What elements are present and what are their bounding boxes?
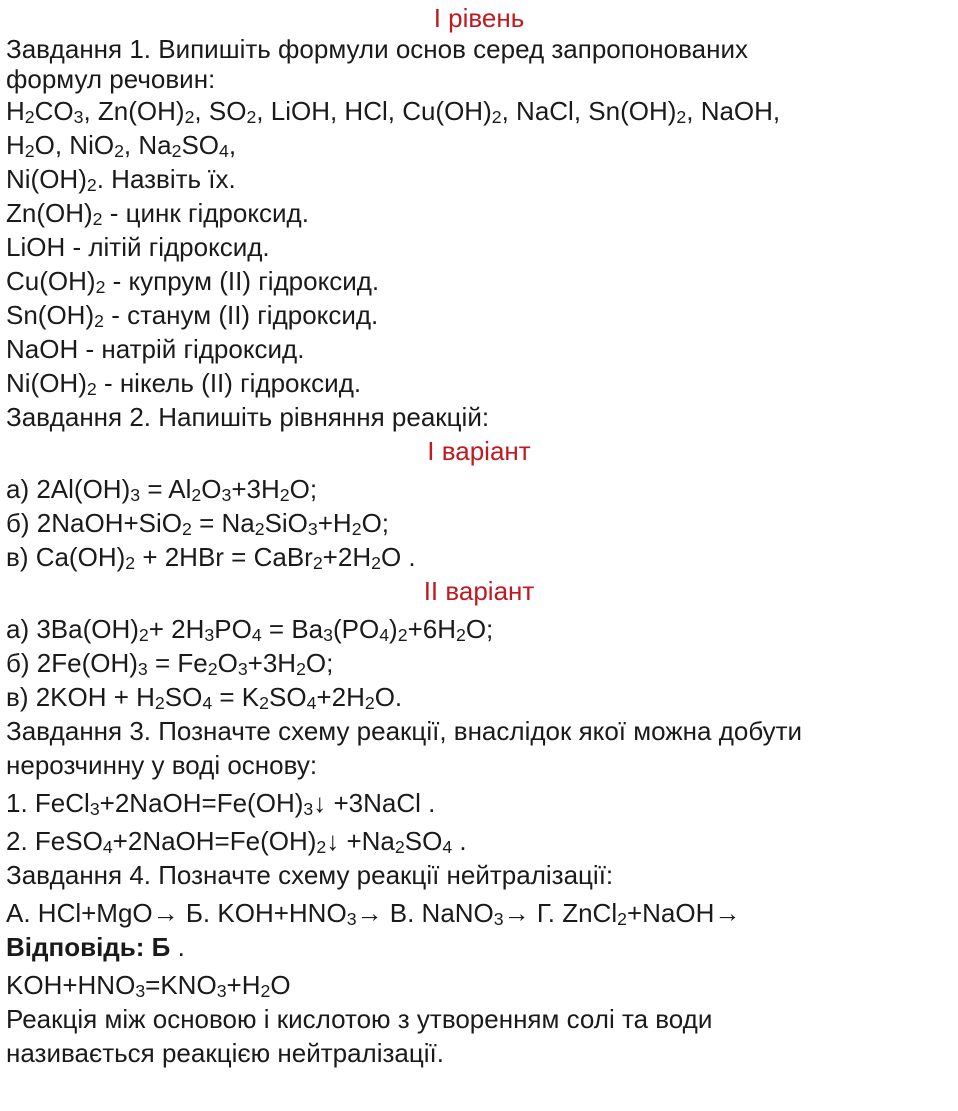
task1-answer-6: $Ni(OH)_2$ - нікель (ІІ) гідроксид. [6,368,362,400]
subscript: 2 [24,107,35,128]
subscript: 2 [171,141,182,162]
subscript: 2 [397,625,408,646]
subscript: 2 [491,107,502,128]
subscript: 2 [125,553,136,574]
subscript: 2 [138,625,149,646]
subscript: 4 [442,837,453,858]
subscript: 2 [455,625,466,646]
subscript: 3 [303,799,314,820]
level-title: І рівень [433,3,525,33]
answer-label: Відповідь: Б [6,932,171,962]
task1-title: Завдання 1. Випишіть формули основ серед запропонованих [6,34,748,64]
task2-title: Завдання 2. Напишіть рівняння реакцій: [6,402,490,432]
subscript: 4 [306,693,317,714]
task1-formulas-line3: $Ni(OH)_2$. Назвіть їх. [6,164,236,196]
subscript: 3 [204,625,215,646]
subscript: 3 [221,485,232,506]
subscript: 2 [254,519,265,540]
task4-conclusion-1: Реакція між основою і кислотою з утворенням солі та води [6,1004,713,1034]
task1-answer-3: $Cu(OH)_2$ - купрум (ІІ) гідроксид. [6,266,380,298]
subscript: 2 [94,311,104,332]
subscript: 2 [617,909,627,930]
task1-title-cont: формул речовин: [6,64,216,94]
subscript: 2 [184,107,195,128]
subscript: 3 [493,909,504,930]
subscript: 3 [216,981,227,1002]
subscript: 2 [95,277,106,298]
task1-formulas-line1: $H_2CO_3$, $Zn(OH)_2$, $SO_2$, LiOH, HCl, $Cu(OH)_2$, NaCl, $Sn(OH)_2$, NaOH, [6,96,781,128]
document-page [0,2,958,1111]
subscript: 2 [86,175,97,196]
subscript: 4 [102,837,113,858]
subscript: 2 [24,141,35,162]
variant2-equation-c: в) $2KOH + H_2SO_4 = K_2SO_4+2H_2O$. [6,682,403,714]
subscript: 4 [219,141,229,162]
subscript: 2 [394,837,405,858]
subscript: 4 [251,625,262,646]
task4-conclusion-2: називається реакцією нейтралізації. [6,1038,445,1068]
task3-title: Завдання 3. Позначте схему реакції, внаслідок якої можна добути [6,716,803,746]
subscript: 3 [346,909,357,930]
variant1-equation-b: б) 2NaOH+SiO$_2$ = $Na_2SiO_3+H_2O$; [6,508,390,540]
subscript: 2 [191,485,202,506]
task3-title-cont: нерозчинну у воді основу: [6,750,318,780]
subscript: 4 [379,625,390,646]
subscript: 2 [86,379,97,400]
subscript: 2 [364,693,375,714]
subscript: 2 [351,519,362,540]
task4-options: А. HCl+MgO→ Б. $KOH+HNO_3\to В$. NaNO$_3$→ Г. ZnCl$_2$+NaOH→ [6,898,741,930]
subscript: 2 [312,553,323,574]
variant1-title: І варіант [427,436,531,466]
task4-title: Завдання 4. Позначте схему реакції нейтралізації: [6,860,614,890]
variant2-title: ІІ варіант [423,576,535,606]
subscript: 3 [89,799,100,820]
subscript: 2 [259,693,269,714]
subscript: 2 [154,693,165,714]
subscript: 3 [73,107,84,128]
subscript: 2 [182,519,192,540]
subscript: 3 [130,485,141,506]
subscript: 2 [316,837,327,858]
subscript: 3 [323,625,333,646]
variant2-equation-a: а) $3Ba(OH)_2+ 2H_3PO_4 = Ba_3(PO_4)_2+6H_2O$; [6,614,494,646]
subscript: 4 [202,693,213,714]
subscript: 2 [114,141,124,162]
subscript: 2 [92,209,103,230]
task4-answer [6,930,952,964]
subscript: 2 [246,107,257,128]
subscript: 3 [237,659,248,680]
task1-answer-4: $Sn(OH)_2$ - станум (ІІ) гідроксид. [6,300,379,332]
subscript: 2 [296,659,306,680]
variant1-equation-c: в) $Ca(OH)_2 + 2HBr$ = $CaBr_2+2H_2O$ . [6,542,416,574]
task1-answer-2: LiOH - літій гідроксид. [6,232,270,262]
answer-suffix: . [170,932,185,962]
task1-answer-1: $Zn(OH)_2$ - цинк гідроксид. [6,198,309,230]
subscript: 2 [279,485,290,506]
subscript: 3 [137,659,148,680]
variant2-equation-b: б) $2Fe(OH)_3 = Fe_2O_3+3H_2O$; [6,648,334,680]
variant1-equation-a: а) $2Al(OH)_3 = Al_2O_3+3H_2O$; [6,474,318,506]
task3-option-2: 2. $FeSO_4+2NaOH=Fe(OH)_2↓ +Na_2SO_4$ . [6,826,467,858]
subscript: 2 [207,659,218,680]
subscript: 2 [260,981,271,1002]
subscript: 3 [135,981,146,1002]
task4-equation: $KOH+HNO_3=KNO_3+H_2O$ [6,970,291,1002]
task1-formulas-line2: $H_2O$, NiO$_2$, $Na_2SO_4$, [6,130,237,162]
subscript: 2 [371,553,381,574]
subscript: 2 [676,107,687,128]
task1-answer-5: NaOH - натрій гідроксид. [6,334,305,364]
subscript: 3 [307,519,318,540]
task3-option-1: 1. $FeCl_3+2NaOH=Fe(OH)_3↓$ +3NaCl . [6,788,436,820]
